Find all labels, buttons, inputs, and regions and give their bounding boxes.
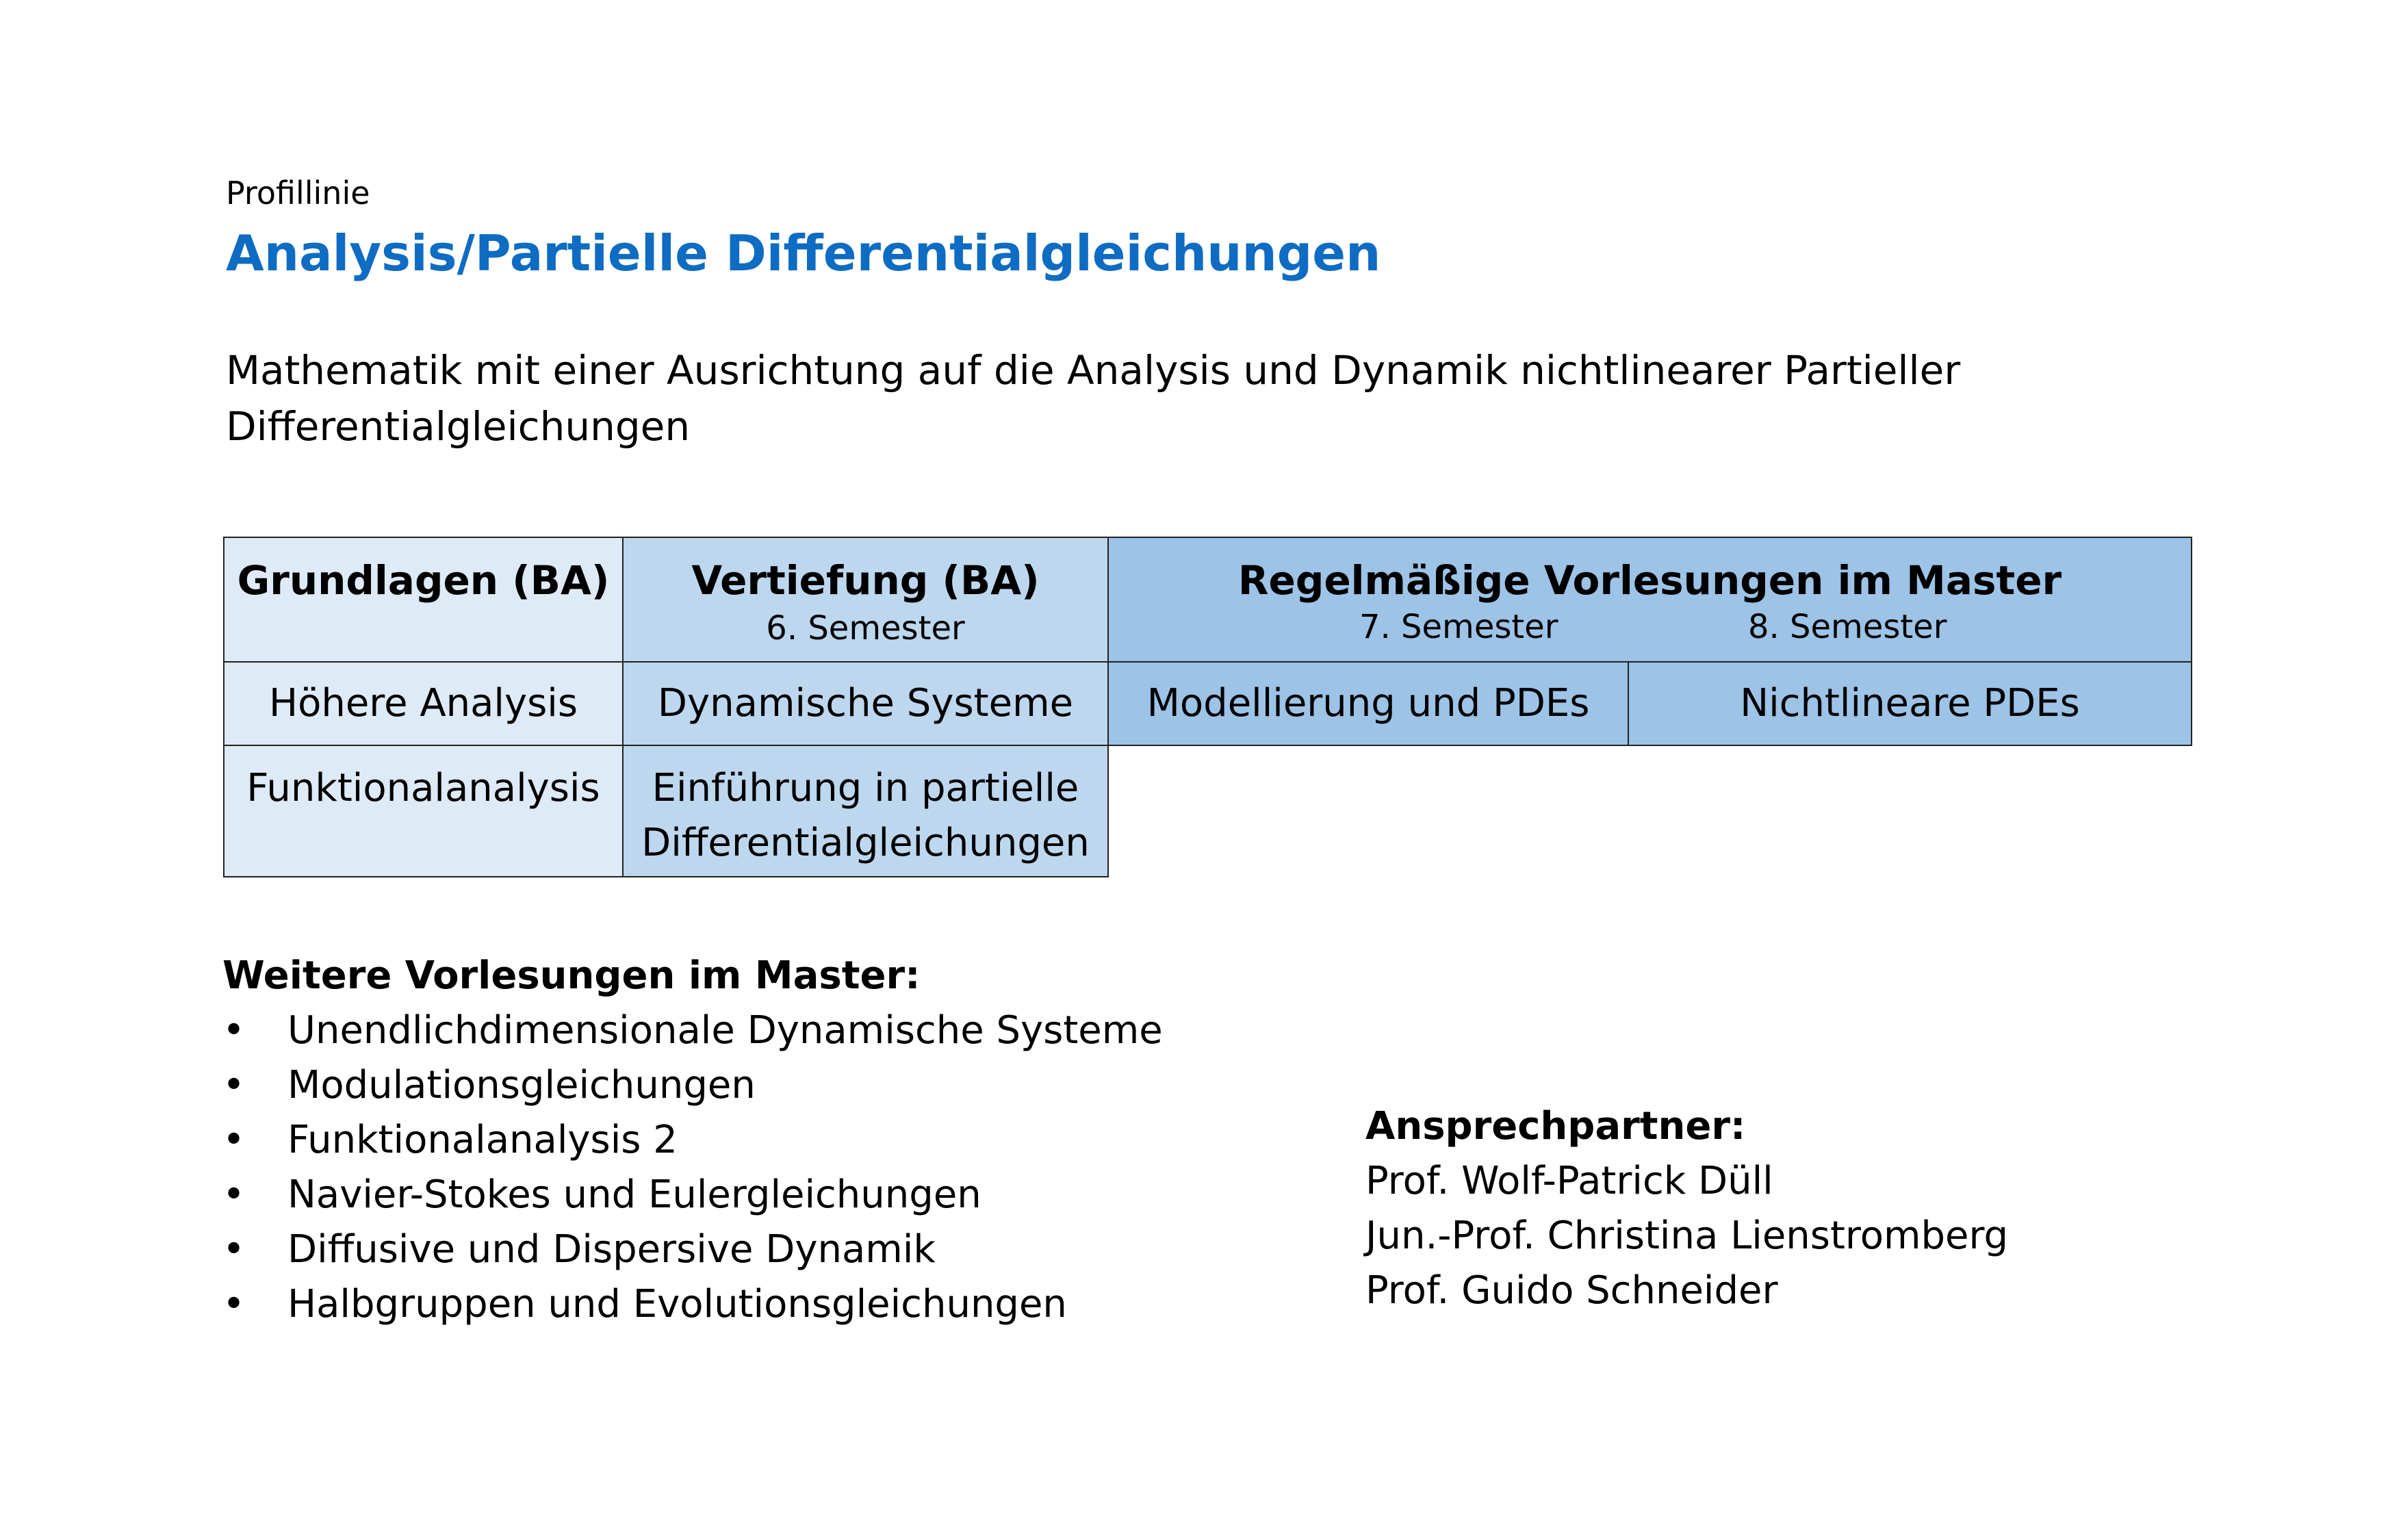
list-item <box>222 1003 1163 1058</box>
list-item-text: Modulationsgleichungen <box>287 1063 756 1107</box>
weitere-heading: Weitere Vorlesungen im Master: <box>222 953 921 998</box>
contact-person: Jun.-Prof. Christina Lienstromberg <box>1365 1214 2009 1258</box>
contact-person: Prof. Wolf-Patrick Düll <box>1365 1159 1773 1203</box>
contacts-heading: Ansprechpartner: <box>1365 1104 1746 1148</box>
semester-8-label: 8. Semester <box>1748 608 1947 646</box>
header-cell-grundlagen <box>223 537 624 663</box>
contact-person: Prof. Guido Schneider <box>1365 1268 1778 1313</box>
cell-funktionalanalysis-text: Funktionalanalysis <box>246 766 600 810</box>
cell-funktionalanalysis <box>223 745 624 877</box>
bullet: • <box>222 1063 246 1107</box>
semester-7-label: 7. Semester <box>1359 608 1558 646</box>
bullet: • <box>222 1172 246 1217</box>
cell-nichtlineare-pdes <box>1628 661 2192 746</box>
semester-6-label: 6. Semester <box>766 609 965 647</box>
header-cell-master <box>1107 537 2192 663</box>
description-text: Mathematik mit einer Ausrichtung auf die Analysis und Dynamik nichtlinearer Partieller Differentialgleichungen <box>226 347 1961 450</box>
list-item-text: Halbgruppen und Evolutionsgleichungen <box>287 1282 1067 1326</box>
cell-dynamische-systeme-text: Dynamische Systeme <box>657 681 1074 726</box>
header-vertiefung-label: Vertiefung (BA) <box>691 557 1040 604</box>
cell-hoehere-analysis-text: Höhere Analysis <box>268 681 578 726</box>
list-item-text: Funktionalanalysis 2 <box>287 1118 678 1162</box>
bullet: • <box>222 1227 246 1272</box>
list-item <box>222 1058 1163 1113</box>
header-cell-vertiefung <box>622 537 1109 663</box>
bullet: • <box>222 1118 246 1162</box>
bullet: • <box>222 1282 246 1326</box>
page-title: Analysis/Partielle Differentialgleichungen <box>226 224 1381 282</box>
contacts-block <box>1365 1099 2008 1318</box>
bullet: • <box>222 1008 246 1053</box>
cell-einfuehrung-pde <box>622 745 1109 877</box>
cell-nichtlineare-pdes-text: Nichtlineare PDEs <box>1740 681 2080 726</box>
cell-dynamische-systeme <box>622 661 1109 746</box>
list-item <box>222 1222 1163 1277</box>
cell-modellierung-pdes <box>1107 661 1629 746</box>
list-item-text: Diffusive und Dispersive Dynamik <box>287 1227 936 1272</box>
profile-kicker: Profillinie <box>226 175 370 211</box>
list-item-text: Unendlichdimensionale Dynamische Systeme <box>287 1008 1163 1053</box>
list-item <box>222 1113 1163 1168</box>
list-item <box>222 1277 1163 1332</box>
list-item <box>222 1168 1163 1222</box>
list-item-text: Navier-Stokes und Eulergleichungen <box>287 1172 981 1217</box>
weitere-list <box>222 1003 1163 1332</box>
cell-hoehere-analysis <box>223 661 624 746</box>
header-grundlagen-label: Grundlagen (BA) <box>237 557 610 604</box>
header-master-label: Regelmäßige Vorlesungen im Master <box>1237 557 2062 604</box>
cell-einfuehrung-pde-text: Einführung in partielle Differentialgleichungen <box>641 766 1090 865</box>
cell-modellierung-pdes-text: Modellierung und PDEs <box>1146 681 1590 726</box>
